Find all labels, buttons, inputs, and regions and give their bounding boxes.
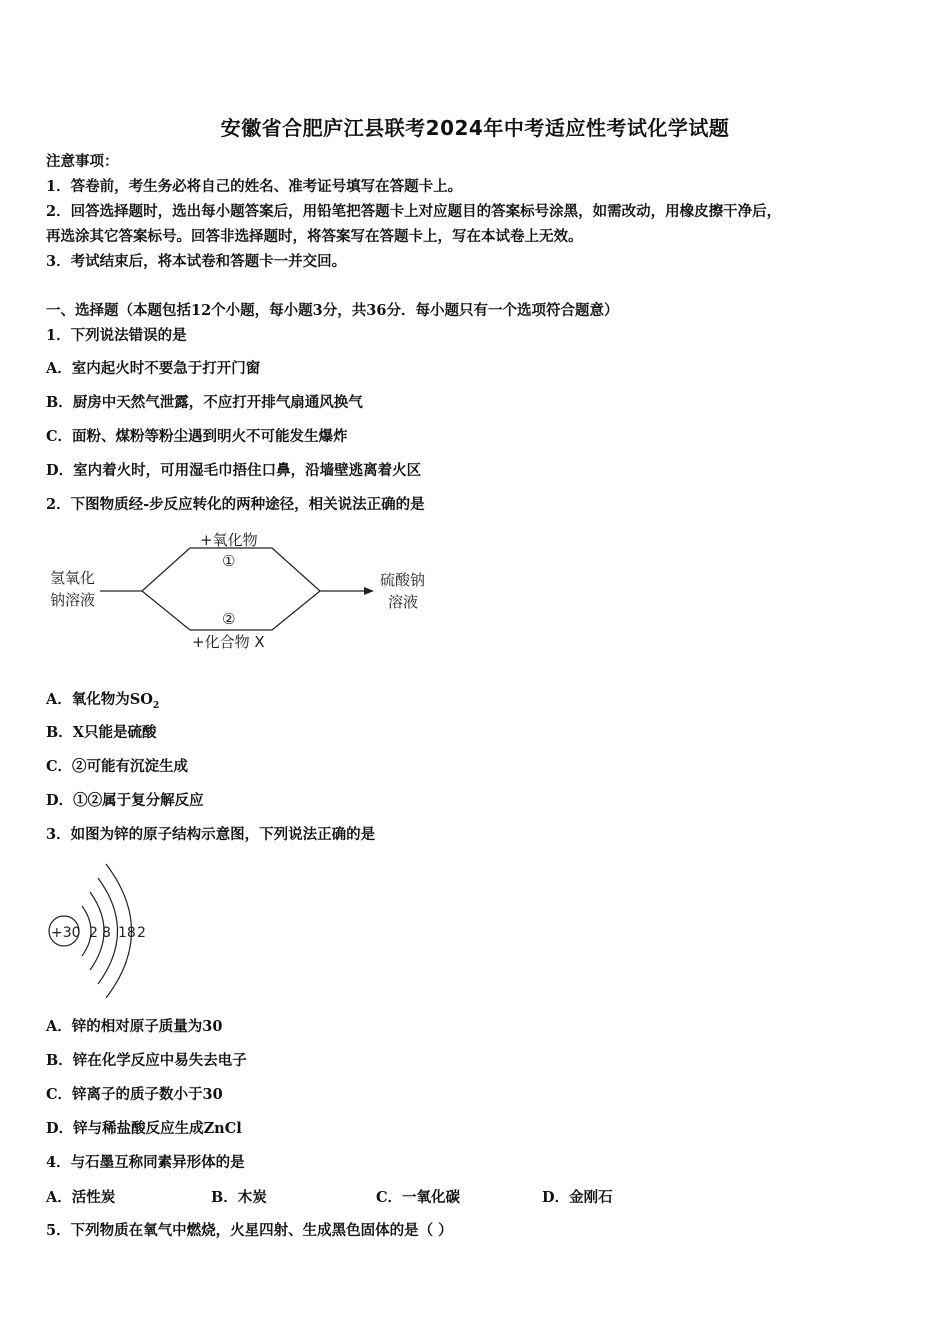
q3-option-d: D．锌与稀盐酸反应生成ZnCl: [46, 1120, 242, 1137]
question-stem-2: 2．下图物质经-步反应转化的两种途径，相关说法正确的是: [46, 496, 425, 513]
diagram-left-label-1: 氢氧化: [50, 569, 96, 587]
q3-option-c: C．锌离子的质子数小于30: [46, 1086, 223, 1103]
q1-option-c: C．面粉、煤粉等粉尘遇到明火不可能发生爆炸: [46, 428, 348, 445]
q4-option-c: C．一氧化碳: [376, 1189, 461, 1206]
question-stem-1: 1．下列说法错误的是: [46, 327, 187, 344]
q2-option-a: A．氧化物为$SO_2$: [46, 691, 160, 711]
shell-electron-count: 8: [102, 925, 111, 941]
question-stem-4: 4．与石墨互称同素异形体的是: [46, 1154, 245, 1171]
reaction-pathway-diagram: [40, 525, 460, 655]
shell-electron-count: 18: [118, 925, 136, 941]
question-stem-5: 5．下列物质在氧气中燃烧，火星四射、生成黑色固体的是（ ）: [46, 1222, 453, 1239]
q4-option-a: A．活性炭: [46, 1189, 116, 1206]
zinc-atom-structure-diagram: [42, 858, 172, 1006]
notice-item: 1．答卷前，考生务必将自己的姓名、准考证号填写在答题卡上。: [46, 178, 463, 195]
diagram-right-label-1: 硫酸钠: [380, 571, 426, 589]
q2-option-c: C．②可能有沉淀生成: [46, 758, 189, 775]
diagram-left-label-2: 钠溶液: [50, 591, 96, 609]
diagram-bottom-label: +化合物 X: [192, 633, 265, 651]
nucleus-charge: +30: [51, 925, 81, 941]
q2-option-b: B．X只能是硫酸: [46, 724, 157, 741]
q4-option-d: D．金刚石: [542, 1189, 613, 1206]
diagram-right-label-2: 溶液: [388, 593, 419, 611]
shell-electron-count: 2: [89, 925, 98, 941]
diagram-bottom-number: ②: [222, 610, 236, 628]
diagram-top-label: +氧化物: [200, 531, 258, 549]
q3-option-b: B．锌在化学反应中易失去电子: [46, 1052, 247, 1069]
q4-option-b: B．木炭: [211, 1189, 267, 1206]
q2-option-d: D．①②属于复分解反应: [46, 792, 204, 809]
q3-option-a: A．锌的相对原子质量为30: [46, 1018, 223, 1035]
q1-option-d: D．室内着火时，可用湿毛巾捂住口鼻，沿墙壁逃离着火区: [46, 462, 422, 479]
diagram-top-number: ①: [222, 552, 236, 570]
question-stem-3: 3．如图为锌的原子结构示意图，下列说法正确的是: [46, 826, 376, 843]
page-title: 安徽省合肥庐江县联考2024年中考适应性考试化学试题: [220, 116, 730, 140]
arrowhead-icon: [364, 587, 374, 595]
notice-heading: 注意事项：: [46, 153, 119, 170]
notice-item: 3．考试结束后，将本试卷和答题卡一并交回。: [46, 253, 347, 270]
q1-option-b: B．厨房中天然气泄露，不应打开排气扇通风换气: [46, 394, 363, 411]
notice-item: 2．回答选择题时，选出每小题答案后，用铅笔把答题卡上对应题目的答案标号涂黑，如需改动，用橡皮擦干净后，: [46, 203, 782, 220]
section-heading: 一、选择题（本题包括12个小题，每小题3分，共36分．每小题只有一个选项符合题意）: [46, 302, 619, 319]
shell-electron-count: 2: [137, 925, 146, 941]
notice-item: 再选涂其它答案标号。回答非选择题时，将答案写在答题卡上，写在本试卷上无效。: [46, 228, 583, 245]
q1-option-a: A．室内起火时不要急于打开门窗: [46, 360, 261, 377]
